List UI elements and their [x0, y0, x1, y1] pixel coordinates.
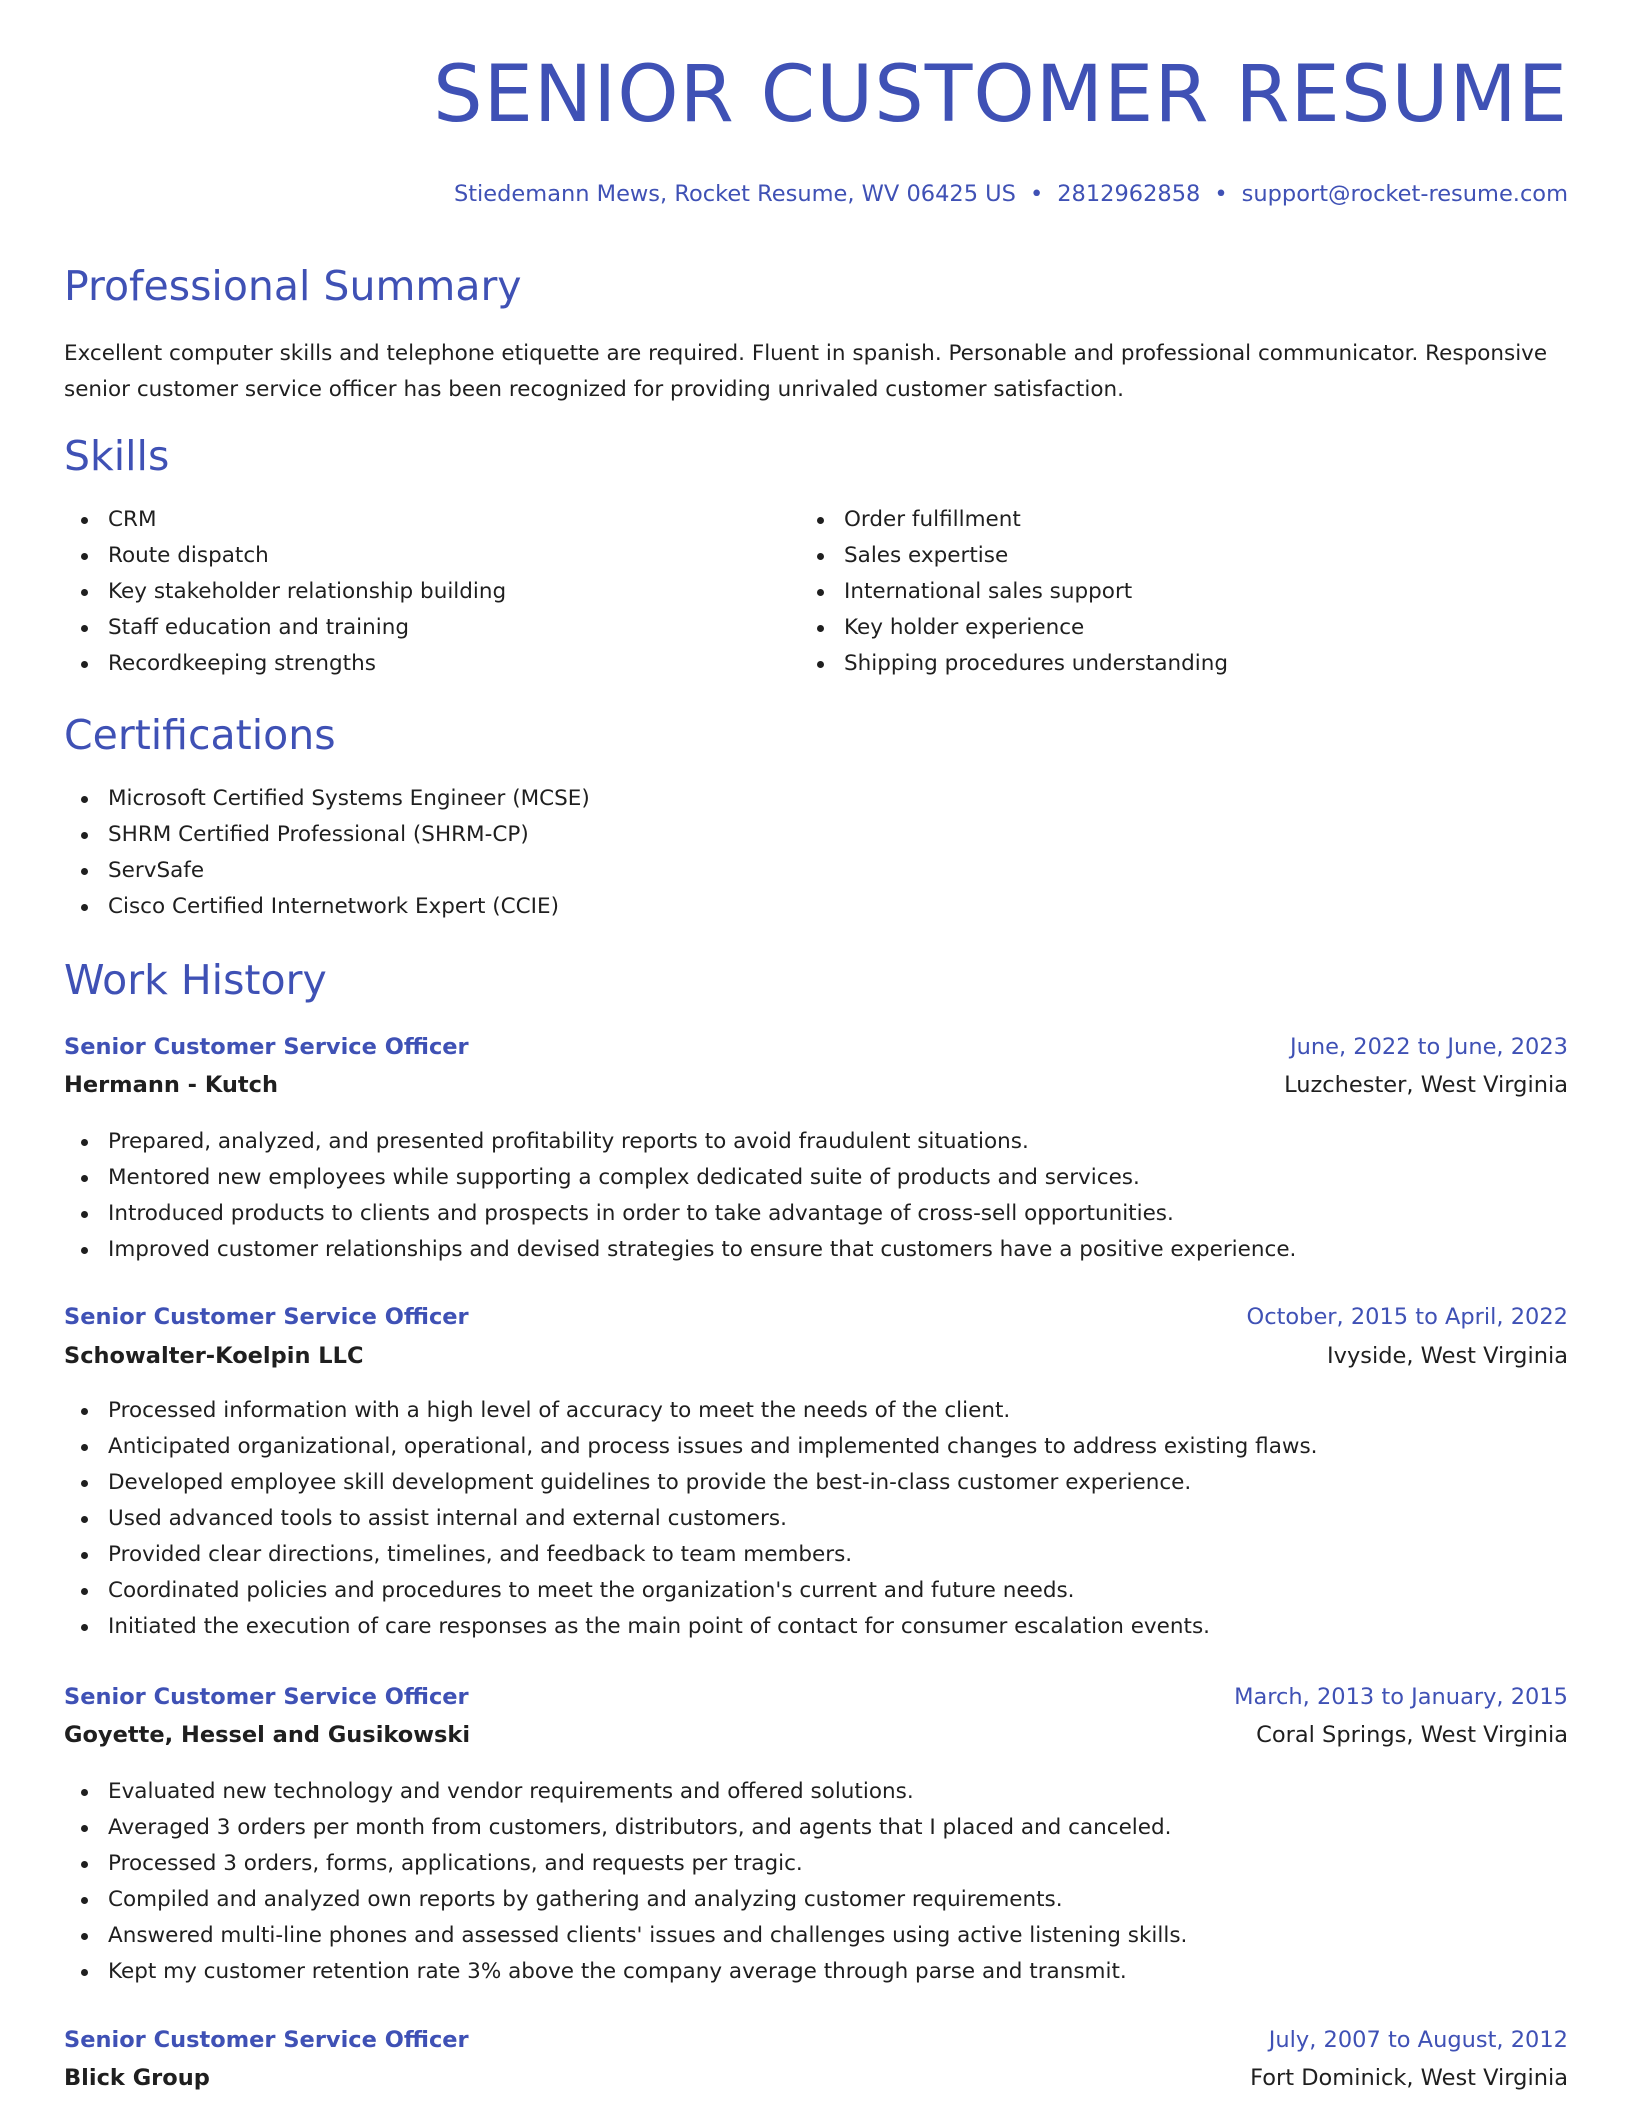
contact-separator: •	[1214, 181, 1228, 207]
work-history-heading: Work History	[64, 956, 327, 1004]
skill-item: International sales support	[800, 574, 1228, 610]
skill-item: Sales expertise	[800, 538, 1228, 574]
certifications-heading: Certifications	[64, 711, 336, 759]
summary-text: Excellent computer skills and telephone etiquette are required. Fluent in spanish. Personable and professional communicator. Responsive senior customer service officer has been recognized for providing unrivaled customer satisfaction.	[64, 341, 1548, 402]
job-bullets	[64, 1774, 1187, 1990]
certification-item: Microsoft Certified Systems Engineer (MCSE)	[64, 781, 590, 817]
job-bullet: Anticipated organizational, operational, and process issues and implemented changes to address existing flaws.	[64, 1429, 1318, 1465]
skill-item: Staff education and training	[64, 610, 506, 646]
job-location: Ivyside, West Virginia	[1327, 1343, 1568, 1369]
job-company: Goyette, Hessel and Gusikowski	[64, 1722, 471, 1748]
resume-title: SENIOR CUSTOMER RESUME	[433, 50, 1568, 140]
job-company-row	[64, 2063, 1568, 2093]
job-bullet: Used advanced tools to assist internal and external customers.	[64, 1501, 1318, 1537]
job-title: Senior Customer Service Officer	[64, 1034, 469, 1060]
contact-line	[454, 183, 1568, 206]
contact-email[interactable]: support@rocket-resume.com	[1241, 181, 1568, 207]
job-bullet: Averaged 3 orders per month from customers, distributors, and agents that I placed and canceled.	[64, 1810, 1187, 1846]
job-bullets	[64, 1124, 1296, 1268]
skill-item: Key holder experience	[800, 610, 1228, 646]
job-company: Schowalter-Koelpin LLC	[64, 1343, 364, 1369]
job-title-row	[64, 1302, 1568, 1332]
summary-heading: Professional Summary	[64, 262, 522, 310]
job-dates: July, 2007 to August, 2012	[1268, 2027, 1568, 2053]
job-title-row	[64, 2025, 1568, 2055]
job-company: Blick Group	[64, 2065, 210, 2091]
skill-item: CRM	[64, 502, 506, 538]
job-location: Fort Dominick, West Virginia	[1250, 2065, 1568, 2091]
job-company-row	[64, 1070, 1568, 1100]
job-bullet: Mentored new employees while supporting a complex dedicated suite of products and services.	[64, 1160, 1296, 1196]
job-bullet: Kept my customer retention rate 3% above the company average through parse and transmit.	[64, 1954, 1187, 1990]
skill-item: Shipping procedures understanding	[800, 646, 1228, 682]
job-title: Senior Customer Service Officer	[64, 2027, 469, 2053]
contact-phone: 2812962858	[1057, 181, 1201, 207]
job-bullet: Processed 3 orders, forms, applications, and requests per tragic.	[64, 1846, 1187, 1882]
job-title-row	[64, 1682, 1568, 1712]
job-bullet: Answered multi-line phones and assessed clients' issues and challenges using active listening skills.	[64, 1918, 1187, 1954]
certification-item: ServSafe	[64, 853, 590, 889]
job-bullet: Evaluated new technology and vendor requirements and offered solutions.	[64, 1774, 1187, 1810]
job-bullet: Developed employee skill development guidelines to provide the best-in-class customer experience.	[64, 1465, 1318, 1501]
job-company: Hermann - Kutch	[64, 1072, 279, 1098]
contact-address: Stiedemann Mews, Rocket Resume, WV 06425 US	[453, 181, 1016, 207]
skill-item: Key stakeholder relationship building	[64, 574, 506, 610]
job-company-row	[64, 1341, 1568, 1371]
certification-item: SHRM Certified Professional (SHRM-CP)	[64, 817, 590, 853]
certification-item: Cisco Certified Internetwork Expert (CCIE)	[64, 889, 590, 925]
job-dates: October, 2015 to April, 2022	[1246, 1304, 1568, 1330]
job-bullet: Provided clear directions, timelines, and feedback to team members.	[64, 1537, 1318, 1573]
job-bullet: Coordinated policies and procedures to meet the organization's current and future needs.	[64, 1573, 1318, 1609]
job-bullet: Initiated the execution of care responses as the main point of contact for consumer escalation events.	[64, 1609, 1318, 1645]
job-bullet: Introduced products to clients and prospects in order to take advantage of cross-sell opportunities.	[64, 1196, 1296, 1232]
job-location: Coral Springs, West Virginia	[1256, 1722, 1568, 1748]
job-bullet: Improved customer relationships and devised strategies to ensure that customers have a positive experience.	[64, 1232, 1296, 1268]
job-bullet: Prepared, analyzed, and presented profitability reports to avoid fraudulent situations.	[64, 1124, 1296, 1160]
skill-item: Recordkeeping strengths	[64, 646, 506, 682]
job-bullets	[64, 1393, 1318, 1645]
skill-item: Order fulfillment	[800, 502, 1228, 538]
job-location: Luzchester, West Virginia	[1284, 1072, 1568, 1098]
job-title-row	[64, 1032, 1568, 1062]
job-bullet: Processed information with a high level of accuracy to meet the needs of the client.	[64, 1393, 1318, 1429]
skill-item: Route dispatch	[64, 538, 506, 574]
skills-list-left	[64, 502, 506, 682]
job-company-row	[64, 1720, 1568, 1750]
job-dates: March, 2013 to January, 2015	[1234, 1684, 1568, 1710]
certifications-list	[64, 781, 590, 925]
job-title: Senior Customer Service Officer	[64, 1684, 469, 1710]
job-dates: June, 2022 to June, 2023	[1289, 1034, 1568, 1060]
skills-heading: Skills	[64, 432, 170, 480]
job-bullet: Compiled and analyzed own reports by gathering and analyzing customer requirements.	[64, 1882, 1187, 1918]
job-title: Senior Customer Service Officer	[64, 1304, 469, 1330]
contact-separator: •	[1029, 181, 1044, 207]
skills-list-right	[800, 502, 1228, 682]
